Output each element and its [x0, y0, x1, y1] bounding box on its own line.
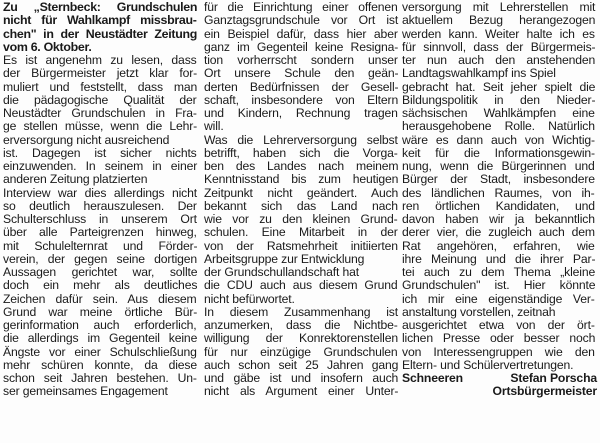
body-line: willigung der Konrektorenstellen: [204, 331, 398, 346]
body-line: Grundschulen" ist. Hier könnte: [402, 278, 596, 293]
body-line: ge stellen müsse, wenn die Lehr-: [3, 119, 198, 134]
signature-title: Ortsbürgermeister: [492, 384, 597, 399]
headline-line: vom 6. Oktober.: [3, 39, 92, 54]
body-line: muliert und feststellt, dass man: [3, 79, 198, 94]
body-line: nung, wenn die Bürgerinnen und: [402, 159, 595, 173]
body-line: nicht befürwortet.: [204, 291, 295, 306]
body-line: ganz im Gegenteil keine Resigna-: [204, 39, 399, 54]
body-line: ter nun auch den anstehenden: [402, 53, 596, 67]
body-line: ihre Meinung und die ihrer Par-: [402, 251, 596, 266]
body-line: Arbeitsgruppe zur Entwicklung: [204, 251, 365, 266]
body-line: betrifft, haben sich die Vorga-: [204, 145, 398, 160]
body-line: ren örtlichen Kandidaten, und: [402, 198, 595, 213]
body-line: der Bürgermeister jetzt klar for-: [3, 66, 198, 81]
body-line: von Interessengruppen wie den: [402, 344, 595, 359]
body-line: schaft, insbesondere von Eltern: [204, 92, 399, 107]
body-line: einzuwenden. In seinem in einer: [3, 159, 198, 173]
body-line: für nur einzügige Grundschulen: [204, 344, 398, 359]
body-line: In diesem Zusammenhang ist: [204, 304, 398, 319]
body-line: lichen Presse oder besser noch: [402, 331, 596, 346]
body-line: schon seit Jahren bestehen. Un-: [3, 371, 197, 385]
body-line: Zeitpunkt nicht geändert. Auch: [204, 185, 399, 200]
body-line: anzumerken, dass die Nichtbe-: [204, 318, 398, 332]
body-line: Es ist angenehm zu lesen, dass: [3, 53, 197, 67]
body-line: ben des Landes nach meinem: [204, 159, 399, 173]
body-line: tei auch zu dem Thema „kleine: [402, 265, 596, 279]
body-line: für sinnvoll, dass der Bürgermeis-: [402, 39, 596, 54]
body-line: von der Ratsmehrheit initiierten: [204, 238, 398, 253]
body-line: und Kindern, Rechnung tragen: [204, 106, 398, 120]
body-line: werden kann. Weiter halte ich es: [402, 26, 595, 41]
body-line: Eltern- und Schülervertretungen.: [402, 357, 574, 372]
body-line: die allerdings im Gegenteil keine: [3, 331, 198, 346]
body-line: ausgerichtet etwa von der ört-: [402, 318, 595, 332]
body-line: Ganztagsgrundschule vor Ort ist: [204, 13, 399, 28]
body-line: davon haben wir ja bekanntlich: [402, 212, 595, 226]
body-line: anderen Zeitung platzierten: [3, 172, 148, 187]
body-line: ein Beispiel dafür, dass hier aber: [204, 26, 398, 41]
body-line: Was die Lehrerversorgung selbst: [204, 132, 398, 147]
body-line: sächsischen Wahlkämpfen eine: [402, 106, 595, 120]
body-line: Rat angehören, erfahren, wie: [402, 238, 595, 253]
body-line: aktuellem Bezug herangezogen: [402, 13, 596, 28]
body-line: bekannt sich das Land nach: [204, 198, 398, 213]
body-line: keit für die Informationsgewin-: [402, 145, 595, 160]
body-line: erversorgung nicht ausreichend: [3, 132, 170, 147]
letter-column-2: [204, 1, 400, 399]
body-line: der Grundschullandschaft hat: [204, 265, 360, 279]
body-line: Ort unsere Schule den geän-: [204, 66, 399, 81]
body-line: wie vor zu den kleinen Grund-: [204, 212, 398, 226]
body-line: Zeichen dafür sein. Aus diesem: [3, 291, 197, 306]
body-line: auch schon seit 25 Jahren gang: [204, 357, 399, 372]
body-line: nicht als Argument einer Unter-: [204, 384, 399, 399]
body-line: mit Schulelternrat und Förder-: [3, 238, 198, 253]
body-line: ist. Dagegen ist sicher nichts: [3, 145, 197, 160]
body-line: Schulterschluss in unserem Ort: [3, 212, 197, 226]
body-line: versorgung mit Lehrerstellen mit: [402, 0, 596, 14]
headline-line: Zu „Sternbeck: Grundschulen: [3, 0, 198, 14]
body-line: mehr schüren konnte, da diese: [3, 357, 197, 372]
body-line: Ängste vor einer Schulschließung: [3, 344, 197, 359]
body-line: die CDU auch aus diesem Grund: [204, 278, 398, 293]
body-line: anstaltung vorstellen, zeitnah: [402, 304, 556, 319]
body-line: herausgehobene Rolle. Natürlich: [402, 119, 595, 134]
body-line: Landtagswahlkampf ins Spiel: [402, 66, 556, 81]
letter-column-1: [3, 1, 199, 399]
body-line: so deutlich herauszulesen. Der: [3, 198, 197, 213]
signature-title-line: [402, 385, 597, 398]
headline-line: nicht für Wahlkampf missbrau-: [3, 13, 197, 28]
body-line: Interview war dies allerdings nicht: [3, 185, 197, 200]
body-line: ser gemeinsames Engagement: [3, 384, 168, 399]
signature-line: [402, 372, 597, 385]
body-line: Bürger der Stadt, insbesondere: [402, 172, 595, 187]
body-line: Neustädter Grundschulen in Fra-: [3, 106, 197, 120]
body-line: über alle Parteigrenzen hinweg,: [3, 225, 197, 240]
signature-place: Schneeren: [402, 371, 463, 385]
body-line: schulen. Eine Mitarbeit in der: [204, 225, 398, 240]
headline-line: chen" in der Neustädter Zeitung: [3, 26, 198, 41]
signature-name: Stefan Porscha: [510, 371, 597, 385]
letter-column-3: [402, 1, 597, 399]
body-line: verein, der gegen seine dortigen: [3, 251, 198, 266]
body-line: die pädagogische Qualität der: [3, 92, 197, 107]
body-line: wäre es dann auch von Wichtig-: [402, 132, 595, 147]
body-line: tion vorherrscht sondern unser: [204, 53, 398, 67]
body-line: des ländlichen Raumes, von ih-: [402, 185, 595, 200]
body-line: will.: [204, 119, 224, 134]
body-line: Bildungspolitik in den Nieder-: [402, 92, 596, 107]
body-line: Grund war meine örtliche Bür-: [3, 304, 198, 319]
body-line: gerinformation auch erforderlich,: [3, 318, 197, 332]
body-line: derer vier, die zugleich auch dem: [402, 225, 595, 240]
body-line: Kenntnisstand bis zum heutigen: [204, 172, 399, 187]
body-line: ich mir eine eigenständige Ver-: [402, 291, 595, 306]
body-line: doch ein mehr als deutliches: [3, 278, 198, 293]
body-line: gebracht hat. Seit jeher spielt die: [402, 79, 596, 94]
body-line: Aussagen gerichtet war, sollte: [3, 265, 198, 279]
body-line: und gäbe ist und insofern auch: [204, 371, 399, 385]
body-line: derten Bedürfnissen der Gesell-: [204, 79, 399, 94]
body-line: für die Einrichtung einer offenen: [204, 0, 398, 14]
